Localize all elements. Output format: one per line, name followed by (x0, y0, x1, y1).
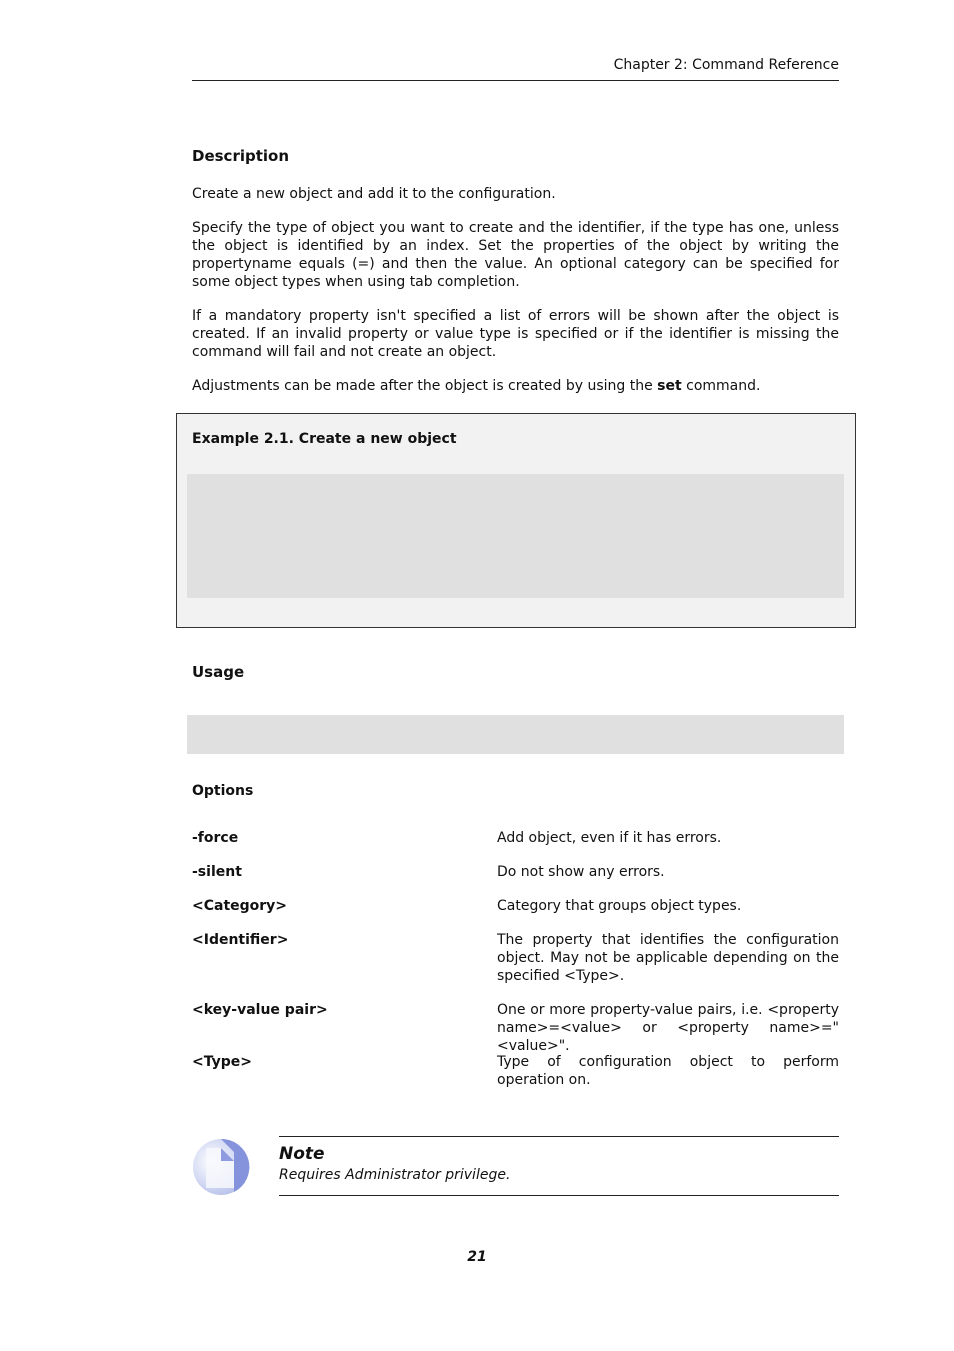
description-heading: Description (192, 147, 290, 165)
paragraph-text: Adjustments can be made after the object is created by using the (192, 378, 658, 394)
chapter-header: Chapter 2: Command Reference (613, 57, 839, 73)
example-code-block (187, 474, 844, 598)
option-name: <key-value pair> (192, 1002, 328, 1018)
note-title: Note (279, 1144, 325, 1164)
paragraph-text: command. (681, 378, 761, 394)
note-bottom-rule (279, 1195, 839, 1196)
option-description: Type of configuration object to perform operation on. (497, 1054, 839, 1088)
description-paragraph-3: If a mandatory property isn't specified a list of errors will be shown after the object is created. If an invalid property or value type is specified or if the identifier is missing the command will fail and not create an object. (192, 308, 839, 360)
note-top-rule (279, 1136, 839, 1137)
description-paragraph-4 (192, 377, 839, 395)
option-name: <Category> (192, 898, 288, 914)
option-description: Add object, even if it has errors. (497, 830, 722, 846)
set-command-keyword: set (657, 378, 682, 394)
note-text: Requires Administrator privilege. (279, 1167, 511, 1183)
example-title: Example 2.1. Create a new object (192, 431, 457, 447)
option-description: Category that groups object types. (497, 898, 742, 914)
option-name: -silent (192, 864, 242, 880)
option-description: The property that identifies the configuration object. May not be applicable depending on the specified <Type>. (497, 932, 839, 984)
note-icon (192, 1138, 250, 1196)
description-paragraph-2: Specify the type of object you want to create and the identifier, if the type has one, unless the object is identified by an index. Set the properties of the object by writing the propertyname equals (=) and then the value. An optional category can be specified for some object types when using tab completion. (192, 220, 839, 290)
options-heading: Options (192, 783, 254, 799)
option-description: One or more property-value pairs, i.e. <property name>=<value> or <property name>="<value>". (497, 1002, 839, 1054)
description-paragraph-1: Create a new object and add it to the configuration. (192, 186, 556, 202)
usage-code-block (187, 715, 844, 754)
option-name: <Identifier> (192, 932, 289, 948)
page-number: 21 (467, 1249, 487, 1265)
usage-heading: Usage (192, 663, 245, 681)
header-divider (192, 80, 839, 81)
option-description: Do not show any errors. (497, 864, 665, 880)
option-name: -force (192, 830, 239, 846)
option-name: <Type> (192, 1054, 252, 1070)
